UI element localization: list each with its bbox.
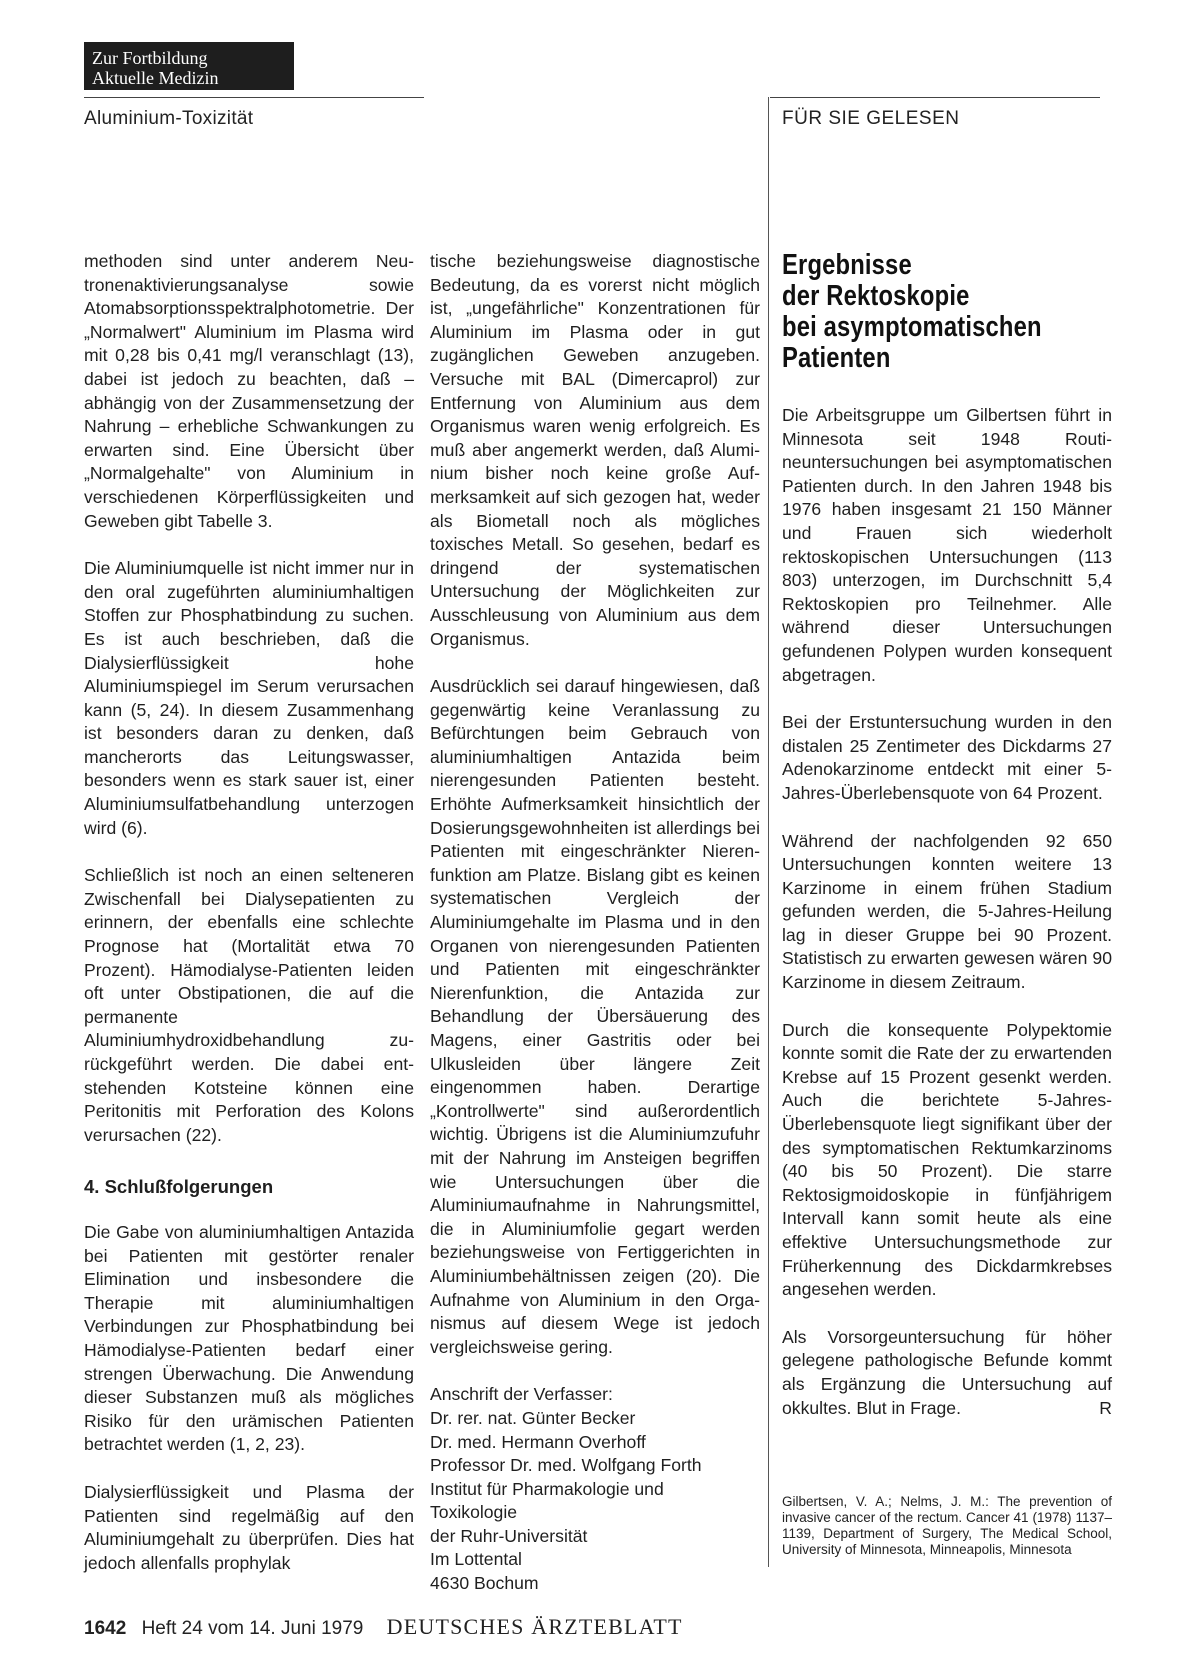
column-2 [430,250,760,1596]
paragraph: Schließlich ist noch an einen selteneren Zwischenfall bei Dialysepatienten zu erinnern, der ebenfalls eine schlechte Prognose hat (Mortalität etwa 70 Prozent). Hämodialyse-Patienten leiden oft unter Obstipationen, die auf die permanente Aluminiumhydroxidbehandlung zurückgeführt werden. Die dabei entstehenden Kotsteine können eine Peritonitis mit Perforation des Kolons verursachen (22). [84,865,414,1145]
paragraph: Bei der Erstuntersuchung wurden in den distalen 25 Zentimeter des Dickdarms 27 Adenokarzinome entdeckt mit einer 5-Jahres-Überlebensquote von 64 Prozent. [782,712,1112,803]
header-rule-left [84,97,424,98]
title-line: bei asymptomatischen [782,311,1042,343]
column-3 [782,250,1112,1420]
address-line: Im Lottental [430,1549,522,1570]
address-line: der Ruhr-Universität [430,1525,588,1546]
page-footer [84,1614,683,1640]
rubric: FÜR SIE GELESEN [782,108,960,129]
paragraph: Die Gabe von aluminiumhaltigen Antazida bei Patienten mit gestörter renaler Elimination und insbesondere die Therapie mit aluminiumhaltigen Verbindungen zur Phosphatbindung bei Hämodialyse-Patienten bedarf einer strengen Überwachung. Die Anwendung dieser Substanzen muß als mögliches Risiko für den urämischen Patienten betrachtet werden (1, 2, 23). [84,1221,414,1455]
address-line: 4630 Bochum [430,1573,539,1594]
title-line: Ergebnisse [782,249,912,281]
issue-info: Heft 24 vom 14. Juni 1979 [141,1618,364,1639]
section-label-line2: Aktuelle Medizin [92,68,219,88]
journal-name: DEUTSCHES ÄRZTEBLATT [386,1614,683,1639]
title-line: der Rektoskopie [782,280,970,312]
running-head: Aluminium-Toxizität [84,108,254,129]
reference: Gilbertsen, V. A.; Nelms, J. M.: The prevention of invasive cancer of the rectum. Cancer 41 (1978) 1137–1139, Department of Surgery, The Medical School, University of Minnesota, Minneapolis, Minnesota [782,1494,1112,1557]
column-1 [84,250,414,1575]
paragraph: methoden sind unter anderem Neutronenaktivierungsanalyse sowie Atomabsorptionsspektralphotometrie. Der „Normalwert" Aluminium im Plasma wird mit 0,28 bis 0,41 mg/l veranschlagt (13), dabei ist jedoch zu beachten, daß – abhängig von der Zusammensetzung der Nahrung – erhebliche Schwankungen zu erwarten sind. Eine Übersicht über „Normalgehalte" von Aluminium in verschiedenen Körperflüssigkeiten und Geweben gibt Tabelle 3. [84,251,414,531]
paragraph: Während der nachfolgenden 92 650 Untersuchungen konnten weitere 13 Karzinome in einem frühen Stadium gefunden werden, die 5-Jahres-Heilung lag in dieser Gruppe bei 90 Prozent. Statistisch zu erwarten gewesen wären 90 Karzinome in diesem Zeitraum. [782,830,1112,993]
address-line: Professor Dr. med. Wolfgang Forth [430,1455,702,1476]
section-label [84,42,294,90]
address-line: Dr. med. Hermann Overhoff [430,1431,646,1452]
column-divider [768,97,769,1567]
paragraph-text: Als Vorsorgeuntersuchung für höher gelegene pathologische Befunde kommt als Ergänzung die Untersuchung auf okkultes. Blut in Frage. [782,1326,1112,1418]
address-line: Dr. rer. nat. Günter Becker [430,1407,636,1428]
title-line: Patienten [782,342,891,374]
address-line: Institut für Pharmakologie und [430,1478,664,1499]
header-rule-right [770,97,1100,98]
address-line: Toxikologie [430,1502,518,1523]
paragraph: Die Arbeitsgruppe um Gilbertsen führt in Minnesota seit 1948 Routineuntersuchungen bei asymptomatischen Patienten durch. In den Jahren 1948 bis 1976 haben insgesamt 21 150 Männer und Frauen sich wiederholt rektoskopischen Untersuchungen (113 803) unterzogen, im Durchschnitt 5,4 Rektoskopien pro Teilnehmer. Alle während dieser Untersuchungen gefundenen Polypen wurden konsequent abgetragen. [782,405,1112,685]
article-title [782,250,1110,374]
paragraph: Ausdrücklich sei darauf hingewiesen, daß gegenwärtig keine Veranlassung zu Befürchtungen beim Gebrauch von aluminiumhaltigen Antazida beim nierengesunden Patienten besteht. Erhöhte Aufmerksamkeit hinsichtlich der Dosierungsgewohnheiten ist allerdings bei Patienten mit eingeschränkter Nierenfunktion am Platze. Bislang gibt es keinen systematischen Vergleich der Aluminiumgehalte im Plasma und in den Organen von nierengesunden Patienten und Patienten mit eingeschränkter Nierenfunktion, die Antazida zur Behandlung der Übersäuerung des Magens, einer Gastritis oder bei Ulkusleiden über längere Zeit eingenommen haben. Derartige „Kontrollwerte" sind außerordentlich wichtig. Übrigens ist die Aluminiumzufuhr mit der Nahrung im Ansteigen begriffen wie Untersuchungen über die Aluminiumaufnahme in Nahrungsmittel, die in Aluminiumfolie gegart werden beziehungsweise von Fertiggerichten in Aluminiumbehältnissen zeigen (20). Die Aufnahme von Aluminium in den Organismus auf diesem Wege ist jedoch vergleichsweise gering. [430,676,760,1357]
paragraph: Durch die konsequente Polypektomie konnte somit die Rate der zu erwartenden Krebse auf 15 Prozent gesenkt werden. Auch die berichtete 5-Jahres-Überlebensquote liegt signifikant über der des symptomatischen Rektumkarzinoms (40 bis 50 Prozent). Die starre Rektosigmoidoskopie in fünfjährigem Intervall kann somit heute als eine effektive Untersuchungsmethode zur Früherkennung des Dickdarmkrebses angesehen werden. [782,1019,1112,1300]
author-mark: R [1099,1397,1112,1418]
page-number: 1642 [84,1618,127,1639]
address-line: Anschrift der Verfasser: [430,1384,613,1405]
paragraph: tische beziehungsweise diagnostische Bedeutung, da es vorerst nicht möglich ist, „ungefährliche" Konzentrationen für Aluminium im Plasma oder in gut zugänglichen Geweben anzugeben. Versuche mit BAL (Dimercaprol) zur Entfernung von Aluminium aus dem Organismus waren wenig erfolgreich. Es muß aber angemerkt werden, daß Aluminium bisher noch keine große Aufmerksamkeit auf sich gezogen hat, weder als Biometall noch als mögliches toxisches Metall. So gesehen, bedarf es dringend der systematischen Untersuchung der Möglichkeiten zur Ausschleusung von Aluminium aus dem Organismus. [430,251,760,649]
author-address [430,1383,760,1595]
paragraph-last [782,1326,1112,1420]
paragraph: Dialysierflüssigkeit und Plasma der Patienten sind regelmäßig auf den Aluminiumgehalt zu überprüfen. Dies hat jedoch allenfalls prophylak [84,1481,414,1573]
paragraph: Die Aluminiumquelle ist nicht immer nur in den oral zugeführten aluminiumhaltigen Stoffen zur Phosphatbindung zu suchen. Es ist auch beschrieben, daß die Dialysierflüssigkeit hohe Aluminiumspiegel im Serum verursachen kann (5, 24). In diesem Zusammenhang ist besonders daran zu denken, daß mancherorts das Leitungswasser, besonders wenn es stark sauer ist, einer Aluminiumsulfatbehandlung unterzogen wird (6). [84,558,414,838]
section-heading: 4. Schlußfolgerungen [84,1176,274,1198]
section-label-line1: Zur Fortbildung [92,48,208,68]
